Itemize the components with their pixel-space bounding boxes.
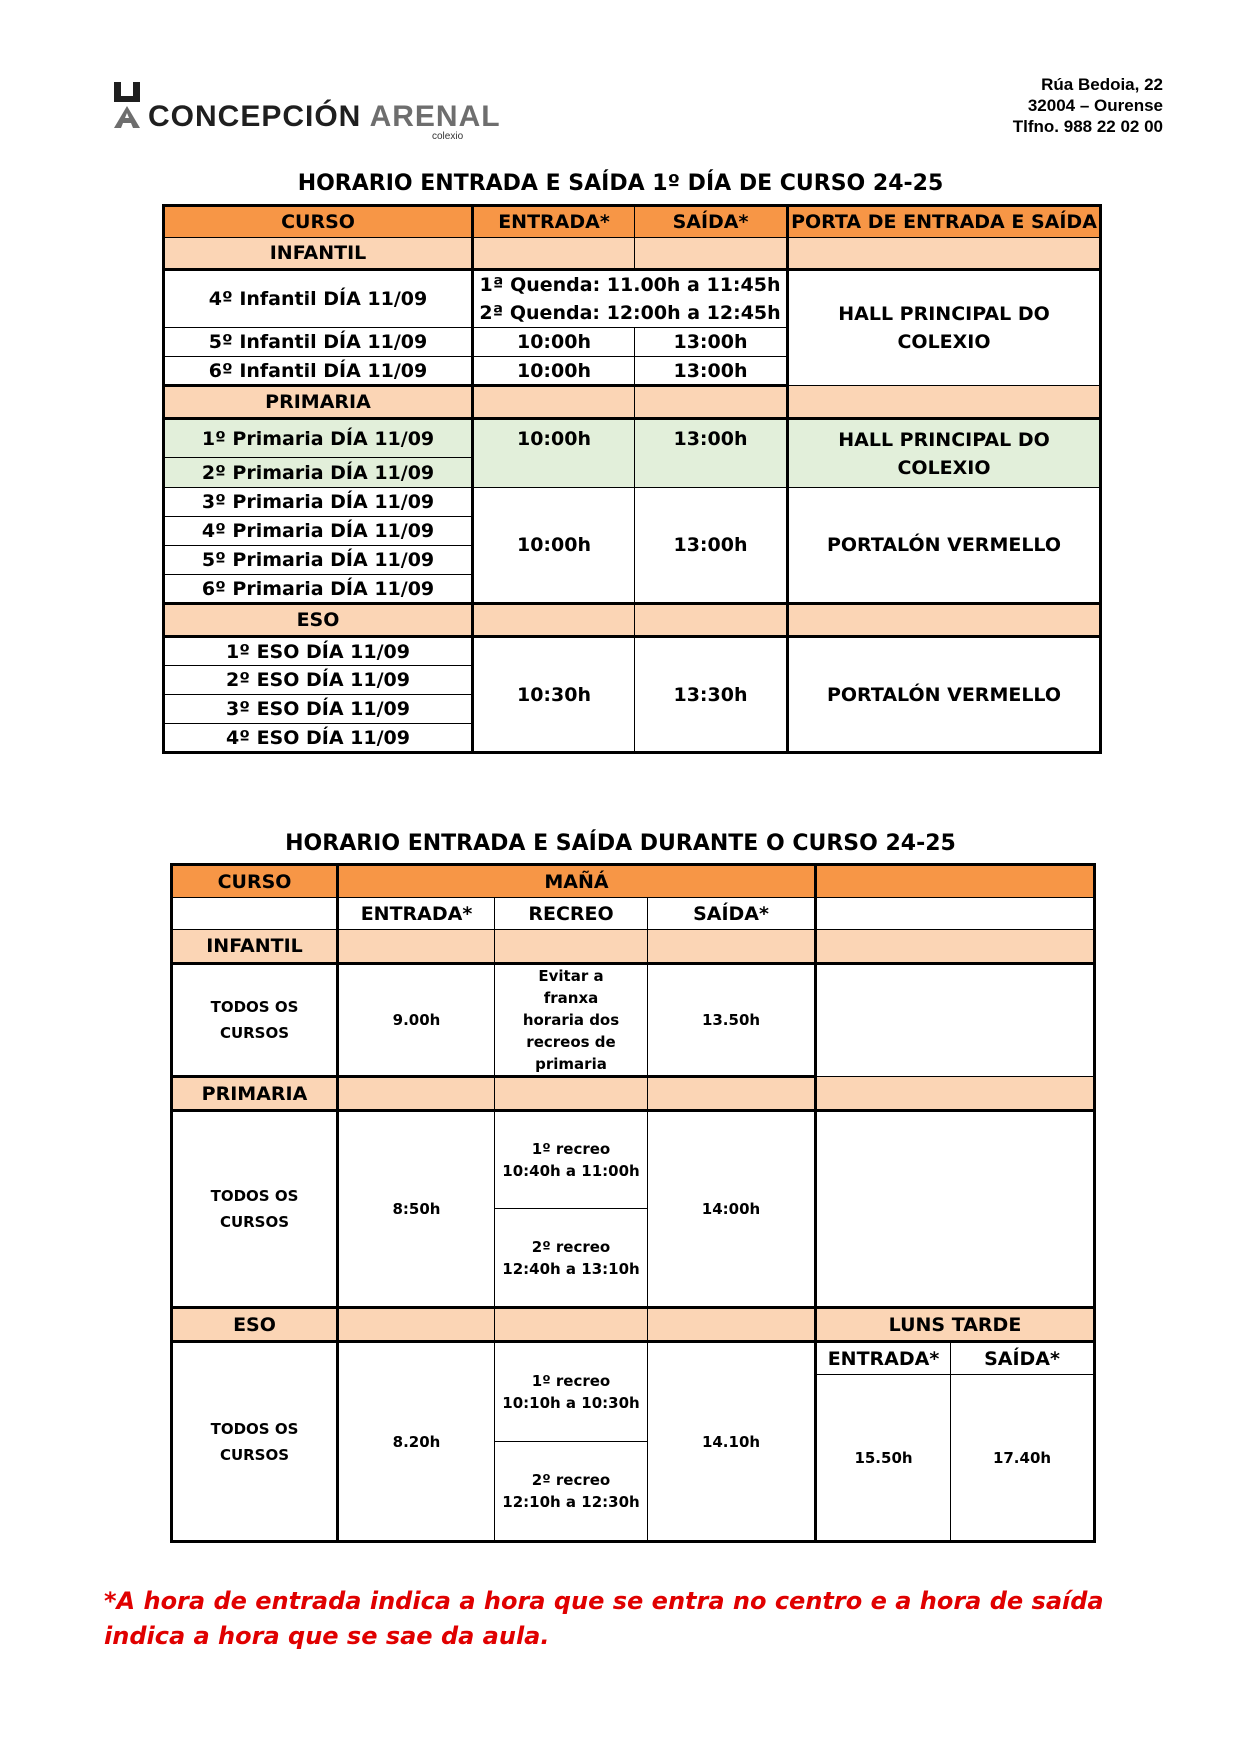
school-address — [1013, 74, 1163, 137]
school-year-schedule-table — [170, 863, 1096, 1543]
infantil-6-entry: 10:00h — [473, 357, 635, 386]
header-saida: SAÍDA* — [635, 206, 788, 238]
eso-entry: 10:30h — [473, 637, 635, 753]
eso-courses: TODOS OS CURSOS — [172, 1342, 338, 1542]
course-5-primaria: 5º Primaria DÍA 11/09 — [164, 546, 473, 575]
infantil-door: HALL PRINCIPAL DO COLEXIO — [788, 270, 1101, 386]
section-eso: ESO — [172, 1308, 338, 1342]
infantil-exit: 13.50h — [648, 964, 816, 1077]
header-mana: MAÑÁ — [338, 865, 816, 898]
logo-mark-icon — [112, 80, 142, 130]
shift-2: 2ª Quenda: 12:00h a 12:45h — [479, 302, 781, 324]
primaria-12-entry: 10:00h — [473, 419, 635, 488]
infantil-5-exit: 13:00h — [635, 328, 788, 357]
primaria-entry: 8:50h — [338, 1111, 495, 1308]
shift-1: 1ª Quenda: 11.00h a 11:45h — [479, 274, 781, 296]
infantil-recreo: Evitar a franxa horaria dos recreos de primaria — [495, 964, 648, 1077]
course-5-infantil: 5º Infantil DÍA 11/09 — [164, 328, 473, 357]
luns-tarde-header: LUNS TARDE — [816, 1308, 1095, 1342]
primaria-36-door: PORTALÓN VERMELLO — [788, 488, 1101, 604]
section-primaria: PRIMARIA — [172, 1077, 338, 1111]
eso-recreo-1: 1º recreo 10:10h a 10:30h — [495, 1342, 648, 1442]
luns-exit: 17.40h — [951, 1375, 1095, 1542]
course-6-infantil: 6º Infantil DÍA 11/09 — [164, 357, 473, 386]
logo-subtitle: colexio — [432, 131, 464, 142]
infantil-courses: TODOS OS CURSOS — [172, 964, 338, 1077]
header-porta: PORTA DE ENTRADA E SAÍDA — [788, 206, 1101, 238]
eso-door: PORTALÓN VERMELLO — [788, 637, 1101, 753]
address-street: Rúa Bedoia, 22 — [1041, 75, 1163, 94]
course-3-eso: 3º ESO DÍA 11/09 — [164, 695, 473, 724]
table2-title: HORARIO ENTRADA E SAÍDA DURANTE O CURSO 24-25 — [285, 831, 956, 856]
logo-name: CONCEPCIÓN ARENAL — [148, 100, 501, 133]
eso-exit: 13:30h — [635, 637, 788, 753]
primaria-recreo-2: 2º recreo 12:40h a 13:10h — [495, 1209, 648, 1308]
luns-saida-header: SAÍDA* — [951, 1342, 1095, 1375]
infantil-4-shifts — [473, 270, 788, 328]
course-1-eso: 1º ESO DÍA 11/09 — [164, 637, 473, 666]
address-phone: Tlfno. 988 22 02 00 — [1012, 117, 1163, 136]
section-infantil: INFANTIL — [164, 238, 473, 270]
course-4-primaria: 4º Primaria DÍA 11/09 — [164, 517, 473, 546]
course-6-primaria: 6º Primaria DÍA 11/09 — [164, 575, 473, 604]
primaria-36-exit: 13:00h — [635, 488, 788, 604]
course-4-infantil: 4º Infantil DÍA 11/09 — [164, 270, 473, 328]
primaria-12-exit: 13:00h — [635, 419, 788, 488]
course-2-eso: 2º ESO DÍA 11/09 — [164, 666, 473, 695]
luns-entry: 15.50h — [816, 1375, 951, 1542]
section-eso: ESO — [164, 604, 473, 637]
luns-entrada-header: ENTRADA* — [816, 1342, 951, 1375]
eso-recreo-2: 2º recreo 12:10h a 12:30h — [495, 1442, 648, 1542]
eso-exit: 14.10h — [648, 1342, 816, 1542]
section-infantil: INFANTIL — [172, 930, 338, 964]
course-4-eso: 4º ESO DÍA 11/09 — [164, 724, 473, 753]
table1-title: HORARIO ENTRADA E SAÍDA 1º DÍA DE CURSO 24-25 — [297, 171, 944, 196]
primaria-36-entry: 10:00h — [473, 488, 635, 604]
header-entrada: ENTRADA* — [473, 206, 635, 238]
subheader-entrada: ENTRADA* — [338, 898, 495, 930]
primaria-12-door: HALL PRINCIPAL DO COLEXIO — [788, 419, 1101, 488]
course-3-primaria: 3º Primaria DÍA 11/09 — [164, 488, 473, 517]
first-day-schedule-table — [162, 204, 1102, 754]
course-2-primaria: 2º Primaria DÍA 11/09 — [164, 458, 473, 488]
course-1-primaria: 1º Primaria DÍA 11/09 — [164, 419, 473, 458]
header-curso: CURSO — [172, 865, 338, 898]
eso-entry: 8.20h — [338, 1342, 495, 1542]
subheader-saida: SAÍDA* — [648, 898, 816, 930]
subheader-recreo: RECREO — [495, 898, 648, 930]
primaria-recreo-1: 1º recreo 10:40h a 11:00h — [495, 1111, 648, 1209]
address-city: 32004 – Ourense — [1027, 96, 1163, 115]
infantil-entry: 9.00h — [338, 964, 495, 1077]
school-logo — [112, 80, 501, 144]
primaria-courses: TODOS OS CURSOS — [172, 1111, 338, 1308]
footnote: *A hora de entrada indica a hora que se entra no centro e a hora de saída indica a hora que se sae da aula. — [104, 1587, 1104, 1650]
primaria-exit: 14:00h — [648, 1111, 816, 1308]
header-curso: CURSO — [164, 206, 473, 238]
infantil-5-entry: 10:00h — [473, 328, 635, 357]
section-primaria: PRIMARIA — [164, 386, 473, 419]
infantil-6-exit: 13:00h — [635, 357, 788, 386]
